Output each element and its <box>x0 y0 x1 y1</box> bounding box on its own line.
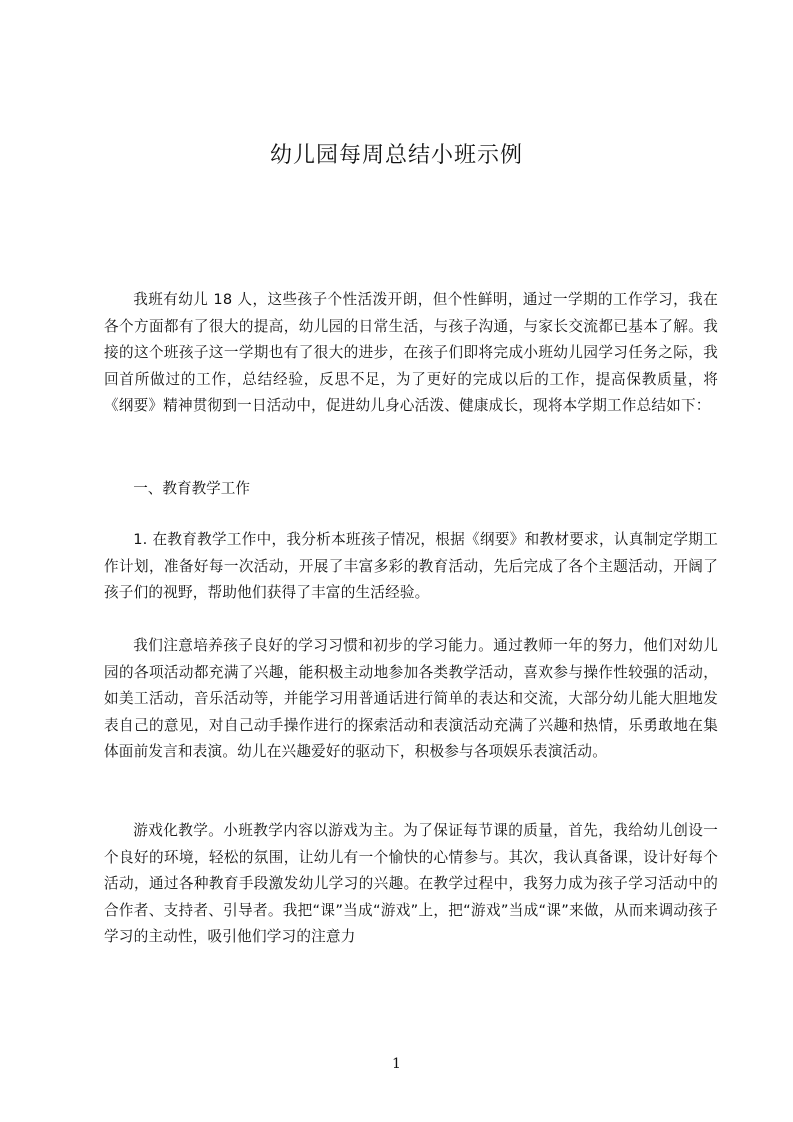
item-1-paragraph: 1. 在教育教学工作中，我分析本班孩子情况，根据《纲要》和教材要求，认真制定学期工作计划，准备好每一次活动，开展了丰富多彩的教育活动，先后完成了各个主题活动，开阔了孩子们的视野，帮助他们获得了丰富的生活经验。 <box>104 531 718 601</box>
habits-paragraph: 我们注意培养孩子良好的学习习惯和初步的学习能力。通过教师一年的努力，他们对幼儿园的各项活动都充满了兴趣，能积极主动地参加各类教学活动，喜欢参与操作性较强的活动，如美工活动，音乐活动等，并能学习用普通话进行简单的表达和交流，大部分幼儿能大胆地发表自己的意见，对自己动手操作进行的探索活动和表演活动充满了兴趣和热情，乐勇敢地在集体面前发言和表演。幼儿在兴趣爱好的驱动下，积极参与各项娱乐表演活动。 <box>104 637 718 760</box>
intro-paragraph: 我班有幼儿 18 人，这些孩子个性活泼开朗，但个性鲜明，通过一学期的工作学习，我在各个方面都有了很大的提高，幼儿园的日常生活，与孩子沟通，与家长交流都已基本了解。我接的这个班孩子这一学期也有了很大的进步，在孩子们即将完成小班幼儿园学习任务之际，我回首所做过的工作，总结经验，反思不足，为了更好的完成以后的工作，提高保教质量，将《纲要》精神贯彻到一日活动中，促进幼儿身心活泼、健康成长，现将本学期工作总结如下： <box>104 291 718 414</box>
document-title: 幼儿园每周总结小班示例 <box>269 143 523 168</box>
games-paragraph: 游戏化教学。小班教学内容以游戏为主。为了保证每节课的质量，首先，我给幼儿创设一个良好的环境，轻松的氛围，让幼儿有一个愉快的心情参与。其次，我认真备课，设计好每个活动，通过各种教育手段激发幼儿学习的兴趣。在教学过程中，我努力成为孩子学习活动中的合作者、支持者、引导者。我把“课”当成“游戏”上，把“游戏”当成“课”来做，从而来调动孩子学习的主动性，吸引他们学习的注意力 <box>104 822 718 945</box>
section-heading-education: 一、教育教学工作 <box>133 480 250 497</box>
page-number: 1 <box>392 1056 401 1072</box>
